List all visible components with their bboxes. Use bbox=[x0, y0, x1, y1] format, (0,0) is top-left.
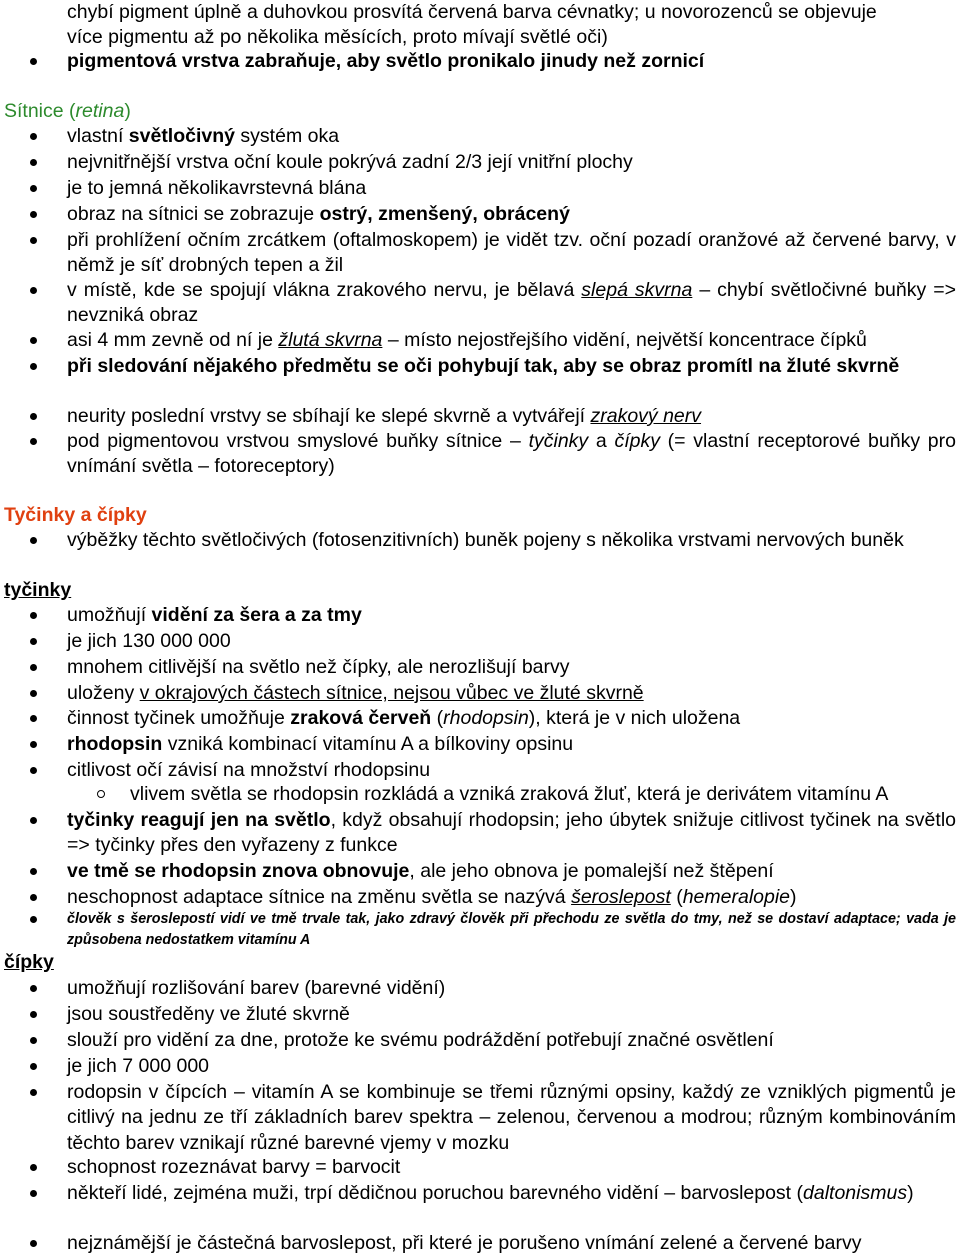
section-heading-cones: čípky bbox=[4, 951, 54, 973]
list-item: tyčinky reagují jen na světlo, když obsahují rhodopsin; jeho úbytek snižuje citlivost tyčinek na světlo => tyčinky přes den vyřazeny z funkce bbox=[67, 809, 956, 857]
section-heading-retina: Sítnice (retina) bbox=[4, 100, 131, 122]
list-item: mnohem citlivější na světlo než čípky, ale nerozlišují barvy bbox=[67, 656, 570, 678]
bullet-icon bbox=[30, 1037, 37, 1044]
bullet-icon bbox=[30, 58, 37, 65]
list-item: obraz na sítnici se zobrazuje ostrý, zmenšený, obrácený bbox=[67, 203, 570, 225]
bullet-icon bbox=[30, 537, 37, 544]
sub-list-item: vlivem světla se rhodopsin rozkládá a vzniká zraková žluť, která je derivátem vitamínu A bbox=[130, 783, 889, 805]
list-item: při prohlížení očním zrcátkem (oftalmoskopem) je vidět tzv. oční pozadí oranžové až červené barvy, v němž je síť drobných tepen a žil bbox=[67, 229, 956, 277]
bullet-icon bbox=[30, 438, 37, 445]
list-item: ve tmě se rhodopsin znova obnovuje, ale jeho obnova je pomalejší než štěpení bbox=[67, 860, 774, 882]
bullet-icon bbox=[30, 664, 37, 671]
bullet-icon bbox=[30, 337, 37, 344]
list-item: schopnost rozeznávat barvy = barvocit bbox=[67, 1156, 401, 1178]
bullet-icon bbox=[30, 1190, 37, 1197]
bullet-icon bbox=[30, 363, 37, 370]
bullet-icon bbox=[30, 1089, 37, 1096]
bullet-icon bbox=[30, 159, 37, 166]
bullet-icon bbox=[30, 133, 37, 140]
bullet-icon bbox=[30, 237, 37, 244]
bullet-icon bbox=[30, 767, 37, 774]
list-item: výběžky těchto světločivých (fotosenzitivních) buněk pojeny s několika vrstvami nervových buněk bbox=[67, 529, 904, 551]
list-item: v místě, kde se spojují vlákna zrakového nervu, je bělavá slepá skvrna – chybí světločivné buňky => nevzniká obraz bbox=[67, 279, 957, 327]
bullet-icon bbox=[30, 894, 37, 901]
list-item: umožňují vidění za šera a za tmy bbox=[67, 604, 362, 626]
list-item: je jich 130 000 000 bbox=[67, 630, 231, 652]
bullet-icon bbox=[30, 1164, 37, 1171]
bullet-icon bbox=[30, 1011, 37, 1018]
list-item: je jich 7 000 000 bbox=[67, 1055, 210, 1077]
list-item: je to jemná několikavrstevná blána bbox=[67, 177, 367, 199]
list-item: neschopnost adaptace sítnice na změnu světla se nazývá šeroslepost (hemeralopie) bbox=[67, 886, 797, 908]
list-item: nejznámější je částečná barvoslepost, při které je porušeno vnímání zelené a červené barvy bbox=[67, 1232, 862, 1254]
list-item: uloženy v okrajových částech sítnice, nejsou vůbec ve žluté skvrně bbox=[67, 682, 644, 704]
list-item: někteří lidé, zejména muži, trpí dědičnou poruchou barevného vidění – barvoslepost (daltonismus) bbox=[67, 1182, 914, 1204]
section-heading-rods-cones: Tyčinky a čípky bbox=[4, 504, 147, 526]
bullet-icon bbox=[30, 413, 37, 420]
list-item: neurity poslední vrstvy se sbíhají ke slepé skvrně a vytvářejí zrakový nerv bbox=[67, 405, 702, 427]
continuation-line: chybí pigment úplně a duhovkou prosvítá červená barva cévnatky; u novorozenců se objevuje bbox=[67, 1, 877, 23]
continuation-text bbox=[67, 0, 956, 51]
section-heading-rods: tyčinky bbox=[4, 579, 72, 601]
bullet-icon bbox=[30, 690, 37, 697]
bullet-icon bbox=[30, 185, 37, 192]
list-item: jsou soustředěny ve žluté skvrně bbox=[67, 1003, 350, 1025]
list-item: pod pigmentovou vrstvou smyslové buňky sítnice – tyčinky a čípky (= vlastní receptorové buňky pro vnímání světla – fotoreceptory) bbox=[67, 430, 956, 478]
bullet-icon bbox=[30, 985, 37, 992]
list-item: citlivost očí závisí na množství rhodopsinu bbox=[67, 759, 431, 781]
list-item: slouží pro vidění za dne, protože ke svému podráždění potřebují značné osvětlení bbox=[67, 1029, 774, 1051]
list-item: nejvnitřnější vrstva oční koule pokrývá zadní 2/3 její vnitřní plochy bbox=[67, 151, 633, 173]
list-item: umožňují rozlišování barev (barevné vidění) bbox=[67, 977, 446, 999]
continuation-line: více pigmentu až po několika měsících, proto mívají světlé oči) bbox=[67, 26, 608, 49]
list-item: rodopsin v čípcích – vitamín A se kombinuje se třemi různými opsiny, každý ze vzniklých pigmentů je citlivý na jednu ze tří základních barev spektra – zelenou, červenou a modrou; různým kombinováním těchto barev vznikají různé barevné vjemy v mozku bbox=[67, 1081, 956, 1154]
bullet-icon bbox=[30, 817, 37, 824]
bullet-icon bbox=[30, 1063, 37, 1070]
list-item: rhodopsin vzniká kombinací vitamínu A a bílkoviny opsinu bbox=[67, 733, 574, 755]
list-item: při sledování nějakého předmětu se oči pohybují tak, aby se obraz promítl na žluté skvrně bbox=[67, 355, 900, 377]
bullet-icon bbox=[30, 715, 37, 722]
list-item-note: člověk s šeroslepostí vidí ve tmě trvale tak, jako zdravý člověk při přechodu ze světla do tmy, než se dostaví adaptace; vada je způsobena nedostatkem vitamínu A bbox=[67, 911, 956, 948]
list-item: asi 4 mm zevně od ní je žlutá skvrna – místo nejostřejšího vidění, největší koncentrace čípků bbox=[67, 329, 867, 351]
bullet-icon bbox=[30, 638, 37, 645]
list-item: pigmentová vrstva zabraňuje, aby světlo pronikalo jinudy než zornicí bbox=[67, 50, 705, 72]
list-item: činnost tyčinek umožňuje zraková červeň (rhodopsin), která je v nich uložena bbox=[67, 707, 741, 729]
bullet-icon bbox=[30, 287, 37, 294]
bullet-icon bbox=[30, 741, 37, 748]
bullet-icon bbox=[30, 868, 37, 875]
bullet-icon bbox=[30, 211, 37, 218]
bullet-icon bbox=[30, 1240, 37, 1247]
list-item: vlastní světločivný systém oka bbox=[67, 125, 340, 147]
bullet-icon bbox=[30, 612, 37, 619]
sub-bullet-icon bbox=[97, 790, 105, 798]
bullet-icon bbox=[30, 916, 37, 923]
